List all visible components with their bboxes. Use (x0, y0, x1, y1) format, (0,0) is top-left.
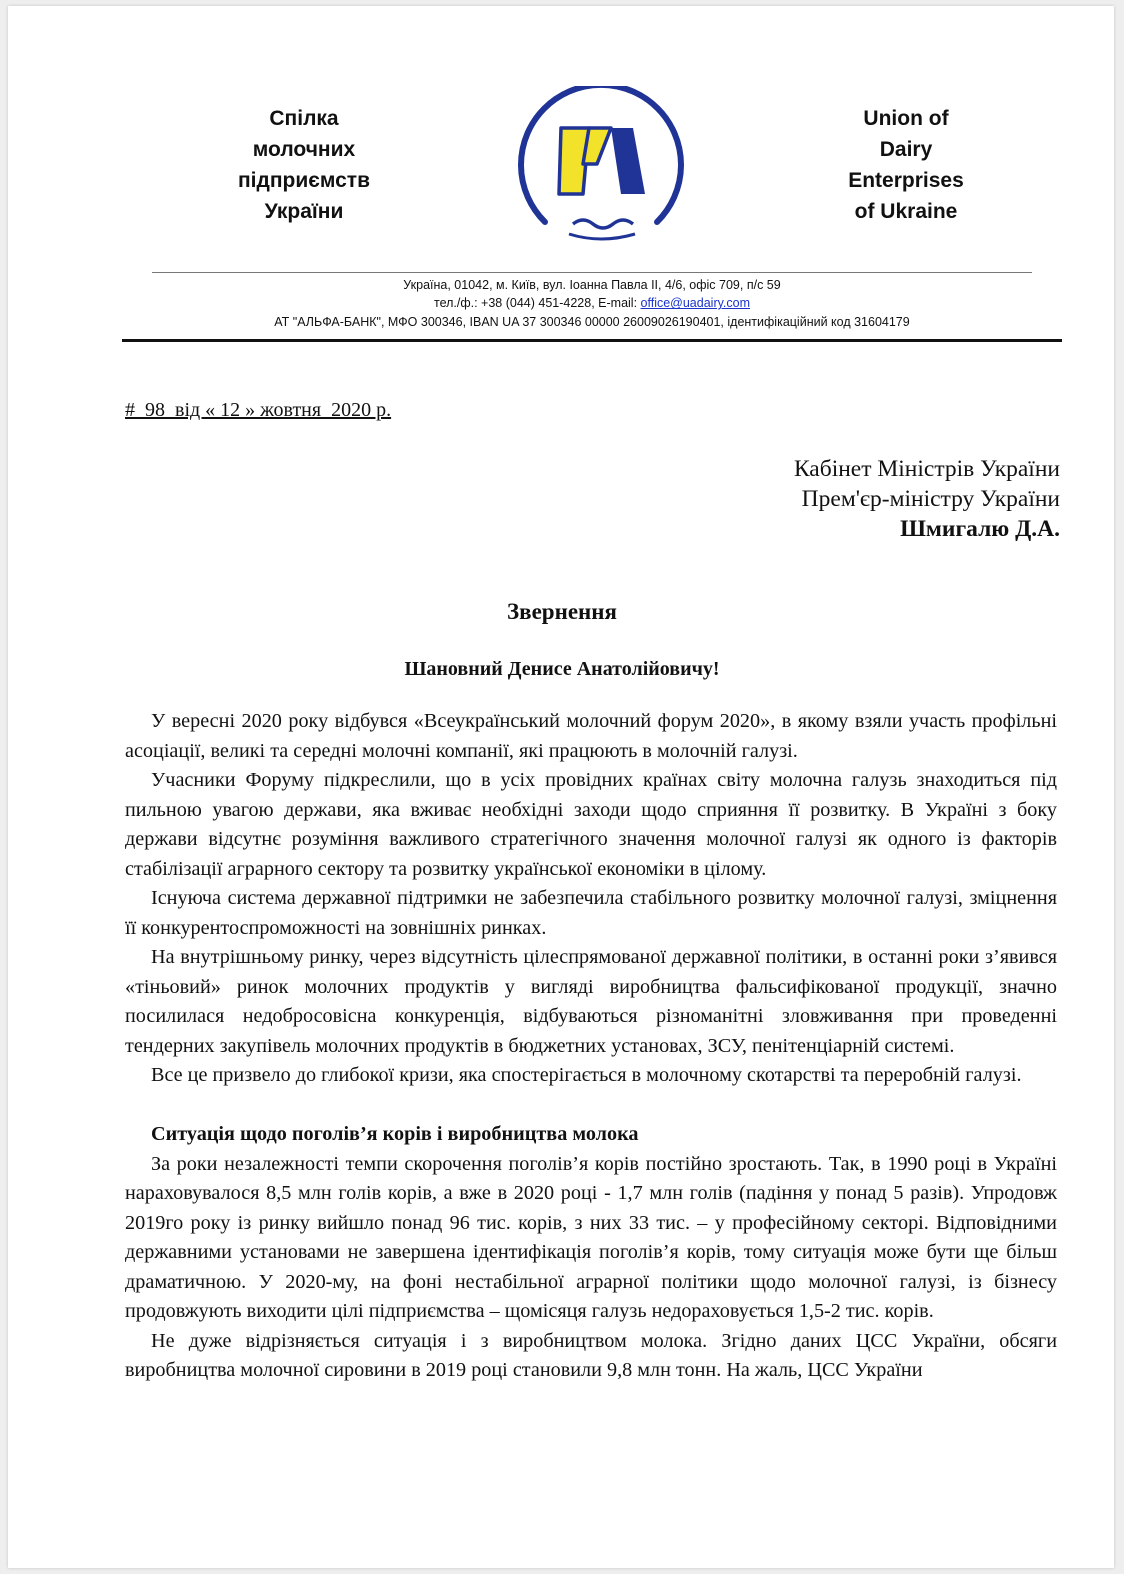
org-name-ukrainian (218, 103, 390, 227)
section-paragraph: Не дуже відрізняється ситуація і з виробництвом молока. Згідно даних ЦСС України, обсяги виробництва молочної сировини в 2019 році становили 9,8 млн тонн. На жаль, ЦСС України (125, 1329, 1057, 1381)
org-name-en-line: of Ukraine (854, 200, 958, 223)
body-paragraph: Існуюча система державної підтримки не забезпечила стабільного розвитку молочної галузі, зміцнення її конкурентоспроможності на зовнішніх ринках. (125, 887, 1057, 939)
addressee-block (794, 454, 1060, 544)
contact-phone: тел./ф.: +38 (044) 451-4228, E-mail: (433, 296, 641, 311)
union-logo-icon (513, 86, 689, 246)
org-name-english (820, 103, 992, 227)
contact-phone-line (122, 294, 1062, 312)
contact-bank-details: АТ "АЛЬФА-БАНК", МФО 300346, IBAN UA 37 300346 00000 26009026190401, ідентифікаційний код 31604179 (274, 314, 910, 329)
addressee-line: Кабінет Міністрів України (793, 456, 1060, 482)
body-paragraph: Учасники Форуму підкреслили, що в усіх провідних країнах світу молочна галузь знаходиться під пильною увагою держави, яка вживає необхідні заходи щодо сприяння її розвитку. В Україні з боку держави відсутнє розуміння важливого стратегічного значення молочної галузі як одного із факторів стабілізації аграрного сектору та розвитку української економіки в цілому. (125, 769, 1057, 880)
header-divider-thin (152, 272, 1032, 273)
org-name-ua-line: Спілка (269, 107, 339, 130)
addressee-name: Шмигалю Д.А. (900, 516, 1060, 542)
contact-email-link[interactable]: office@uadairy.com (640, 296, 751, 311)
section-paragraph: За роки незалежності темпи скорочення поголів’я корів постійно зростають. Так, в 1990 році в Україні нараховувалося 8,5 млн голів корів, а вже в 2020 році - 1,7 млн голів (падіння у понад 5 разів). Упродовж 2019го року із ринку вийшло понад 96 тис. корів, з них 33 тис. – у професійному секторі. Відповідними державними установами не завершена ідентифікація поголів’я корів, тому ситуація може бути ще більш драматичною. У 2020-му, на фоні нестабільної аграрної політики щодо молочної галузі, із бізнесу продовжують виходити цілі підприємства – щомісяця галузь недораховується 1,5-2 тис. корів. (125, 1152, 1057, 1322)
org-name-ua-line: молочних (252, 138, 356, 161)
body-paragraph: На внутрішньому ринку, через відсутність цілеспрямованої державної політики, в останні роки з’явився «тіньовий» ринок молочних продуктів у вигляді виробництва фальсифікованої продукції, значно посилилася недобросовісна конкуренція, відбуваються різноманітні зловживання при проведенні тендерних закупівель молочних продуктів в бюджетних установах, ЗСУ, пенітенціарній системі. (125, 946, 1057, 1057)
contact-address: Україна, 01042, м. Київ, вул. Іоанна Павла ІІ, 4/6, офіс 709, п/с 59 (403, 278, 781, 292)
document-title: Звернення (507, 599, 617, 624)
org-name-ua-line: підприємств (238, 169, 370, 192)
reference-number: # 98 від « 12 » жовтня 2020 р. (125, 399, 392, 421)
contact-block (122, 276, 1062, 331)
org-name-en-line: Dairy (879, 138, 933, 161)
org-name-en-line: Enterprises (848, 169, 964, 192)
letter-body (125, 707, 1057, 1386)
org-name-en-line: Union of (863, 107, 949, 130)
salutation: Шановний Денисе Анатолійовичу! (404, 658, 720, 680)
header-divider-thick (122, 339, 1062, 342)
org-name-ua-line: України (264, 200, 344, 223)
addressee-line: Прем'єр-міністру України (801, 486, 1060, 512)
body-paragraph: Все це призвело до глибокої кризи, яка спостерігається в молочному скотарстві та переробній галузі. (151, 1064, 1022, 1086)
section-heading: Ситуація щодо поголів’я корів і виробництва молока (151, 1123, 639, 1145)
body-paragraph: У вересні 2020 року відбувся «Всеукраїнський молочний форум 2020», в якому взяли участь профільні асоціації, великі та середні молочні компанії, які працюють в молочній галузі. (125, 710, 1057, 762)
